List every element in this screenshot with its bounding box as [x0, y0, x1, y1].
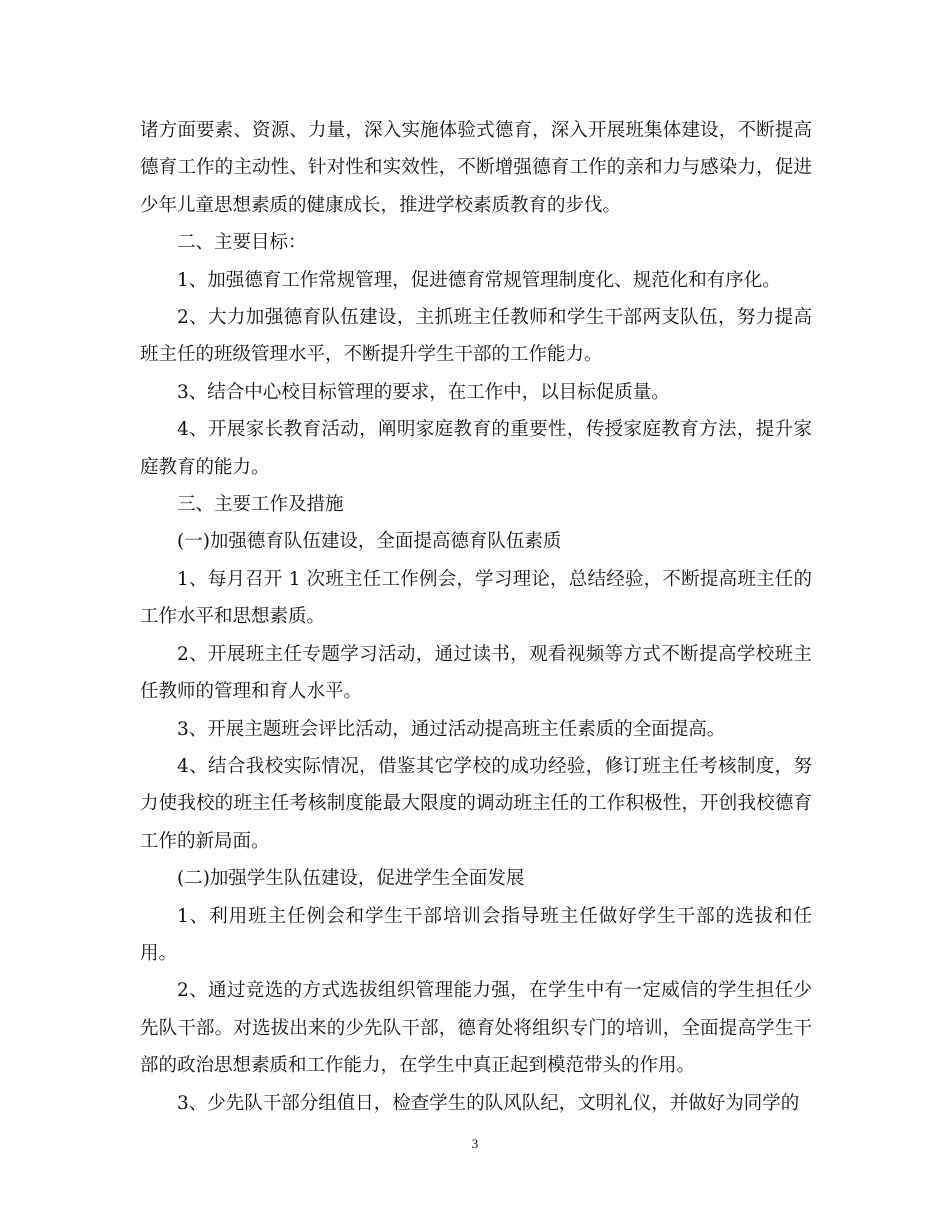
moral-team-item-3: 3、开展主题班会评比活动，通过活动提高班主任素质的全面提高。	[177, 718, 726, 740]
goal-item-3: 3、结合中心校目标管理的要求，在工作中，以目标促质量。	[177, 381, 670, 403]
student-team-item-2: 2、通过竞选的方式选拔组织管理能力强，在学生中有一定威信的学生担任少先队干部。对选拔出来的少先队干部，德育处将组织专门的培训，全面提高学生干部的政治思想素质和工作能力，在学生中真正起到模范带头的作用。	[140, 980, 812, 1077]
document-body	[140, 112, 812, 1122]
section-heading-main-work: 三、主要工作及措施	[177, 494, 344, 516]
moral-team-item-2: 2、开展班主任专题学习活动，通过读书，观看视频等方式不断提高学校班主任教师的管理和育人水平。	[140, 643, 812, 703]
student-team-item-1: 1、利用班主任例会和学生干部培训会指导班主任做好学生干部的选拔和任用。	[140, 905, 812, 964]
subsection-heading-moral-team: (一)加强德育队伍建设，全面提高德育队伍素质	[177, 531, 562, 553]
goal-item-2: 2、大力加强德育队伍建设，主抓班主任教师和学生干部两支队伍，努力提高班主任的班级管理水平，不断提升学生干部的工作能力。	[140, 307, 812, 366]
subsection-heading-student-team: (二)加强学生队伍建设，促进学生全面发展	[177, 868, 525, 890]
goal-item-1: 1、加强德育工作常规管理，促进德育常规管理制度化、规范化和有序化。	[177, 269, 781, 291]
moral-team-item-4: 4、结合我校实际情况，借鉴其它学校的成功经验，修订班主任考核制度，努力使我校的班主任考核制度能最大限度的调动班主任的工作积极性，开创我校德育工作的新局面。	[140, 755, 812, 852]
page-number: 3	[471, 1136, 479, 1151]
student-team-item-3: 3、少先队干部分组值日，检查学生的队风队纪，文明礼仪，并做好为同学的	[177, 1092, 800, 1114]
paragraph-intro-continued: 诸方面要素、资源、力量，深入实施体验式德育，深入开展班集体建设，不断提高德育工作的主动性、针对性和实效性，不断增强德育工作的亲和力与感染力，促进少年儿童思想素质的健康成长，推进学校素质教育的步伐。	[140, 120, 812, 216]
moral-team-item-1: 1、每月召开 1 次班主任工作例会，学习理论，总结经验，不断提高班主任的工作水平和思想素质。	[140, 568, 812, 628]
goal-item-4: 4、开展家长教育活动，阐明家庭教育的重要性，传授家庭教育方法，提升家庭教育的能力。	[140, 419, 812, 478]
section-heading-main-goals: 二、主要目标：	[177, 232, 307, 254]
